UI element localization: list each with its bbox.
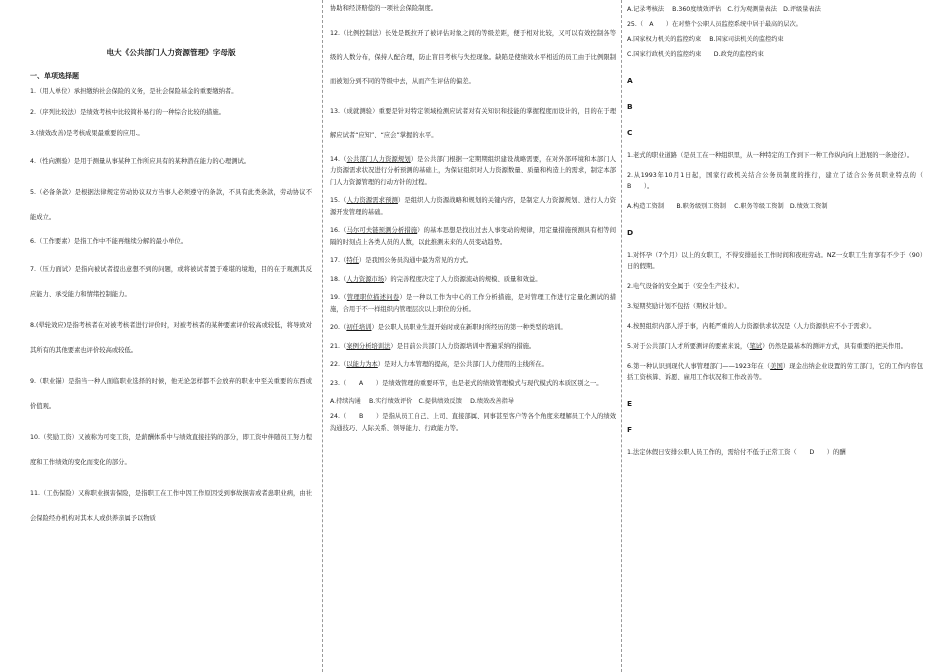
question-text: ）是目前公共部门人力资源培训中普遍采纳的措施。 <box>390 342 536 350</box>
question-item <box>627 341 923 352</box>
answer-term: 公共部门人力资源规划 <box>346 155 411 163</box>
question-item: 9.（职业锚）是指当一种人面临职业选择的时候，他无论怎样都不会放弃的职业中至关重要的东西或价值观。 <box>30 378 312 410</box>
answer-term: 人力资源市场 <box>346 275 385 283</box>
question-item: 2.电气设备的安全属于（安全生产技术）。 <box>627 283 744 290</box>
question-item <box>330 292 616 315</box>
answer-options: 25.（ A ）在对整个公职人员监控系统中居于最高的层次。 <box>627 21 802 28</box>
question-item: 7.（压力面试）是指向被试者提出意想不到的问题，或将被试者置于难堪的境地，目的在于观测其反应能力、承受能力和情绪控制能力。 <box>30 266 312 298</box>
question-text: 19.（ <box>330 294 347 301</box>
question-item: 协助和经济赔偿的一项社会保险制度。 <box>330 5 438 12</box>
question-text: 14.（ <box>330 155 347 163</box>
question-text: 16.（ <box>330 227 347 234</box>
question-item <box>330 154 616 189</box>
question-item: 24.（ B ）是指从员工自己、上司、直接部属、同事甚至客户等各个角度来理解员工个人的绩效沟通技巧、人际关系、领导能力、行政能力等。 <box>330 413 616 432</box>
question-item: 23.（ A ）是绩效管理的重要环节，也是老式的绩效管理模式与现代模式的本质区别之一。 <box>330 379 603 387</box>
column-divider <box>322 0 323 672</box>
answer-term: 笔试 <box>749 343 763 350</box>
answer-term: 初任培训 <box>346 324 372 331</box>
document-title: 电大《公共部门人力资源管理》字母版 <box>106 48 236 57</box>
answer-options: A.持续沟通 B.实行绩效评价 C.提供绩效反馈 D.绩效改善指导 <box>330 398 514 405</box>
column-middle <box>330 0 616 672</box>
answer-term: 以能力为本 <box>346 361 378 368</box>
column-right <box>627 0 936 672</box>
question-text: ）是组织人力资源战略和规划的关键内容，是制定人力资源规划、进行人力资源开发管理的基础。 <box>330 197 617 216</box>
section-heading: 一、单项选择题 <box>30 72 79 80</box>
question-text: ）仍然是最基本的测评方式，具有重要的把关作用。 <box>762 343 907 350</box>
question-item: 5.（必备条款）是根据法律规定劳动协议双方当事人必须遵守的条款，不具有此类条款，劳动协议不能成立。 <box>30 189 312 221</box>
question-item <box>627 361 923 383</box>
question-text: 22.（ <box>330 361 347 368</box>
question-item: 1.法定休假日安排公职人员工作的，需给付不低于正常工资（ D ）的酬 <box>627 449 846 456</box>
question-item: 6.（工作要素）是指工作中不能再继续分解的最小单位。 <box>30 238 188 245</box>
question-text: 18.（ <box>330 275 347 283</box>
question-item: 13.（成就测验）重要是针对特定领域检测应试者对有关知识和技能的掌握程度而设计的，目的在于理解应试者“应知”、“应会”掌握的水平。 <box>330 107 616 139</box>
answer-term: 特任 <box>346 257 359 264</box>
question-item: 4.（性向测验）是用于测量从事某种工作所应具有的某种潜在能力的心理测试。 <box>30 158 251 165</box>
question-text: 21.（ <box>330 342 347 350</box>
question-text: 5.对于公共部门人才所要测评的要素来说，（ <box>627 343 750 350</box>
column-left-body <box>30 86 312 531</box>
question-item <box>330 225 616 248</box>
question-text: ）是一种以工作为中心的工作分析措施，是对管理工作进行定量化测试的措施，合用于不一样组织内管理层次以上职位的分析。 <box>330 294 617 313</box>
column-middle-body <box>330 3 616 434</box>
answer-term: 案例分析培训法 <box>346 342 391 350</box>
question-text: 17.（ <box>330 257 347 264</box>
question-text: ）是公职人员职业生涯开始时或在新职时所经历的第一种类型的培训。 <box>371 324 567 331</box>
answer-term: 管理职位描述问卷 <box>346 294 400 301</box>
question-item <box>330 341 616 353</box>
question-item <box>330 359 616 371</box>
question-item: 11.（工伤保险）又称职业损害保险，是指职工在工作中因工作原因受到事故损害或者患职业病，由社会保险经办机构对其本人或供养亲属予以物质 <box>30 490 312 522</box>
question-item <box>330 322 616 334</box>
column-right-body <box>627 4 936 458</box>
letter-heading: C <box>627 128 633 137</box>
question-text: ）是对人力本管理的提高，是公共部门人力使用的主线所在。 <box>377 361 548 368</box>
letter-heading: D <box>627 228 634 237</box>
answer-term: 人力资源需求预测 <box>346 197 398 204</box>
question-text: ）的基本思想是找出过去人事变动的规律，用定量措施预测具有相等间隔的时刻点上各类人员的人数，以此推测未来的人员变动趋势。 <box>330 227 617 246</box>
answer-options: C.国家行政机关的监控约束 D.政党的监控约束 <box>627 51 764 58</box>
answer-options: A.国家权力机关的监控约束 B.国家司法机关的监控约束 <box>627 36 784 43</box>
question-item: 10.（奖励工资）又被称为可变工资，是薪酬体系中与绩效直接挂钩的部分，即工资中伴随员工努力程度和工作绩效的变化而变化的部分。 <box>30 434 312 466</box>
question-text: 15.（ <box>330 197 347 204</box>
question-item <box>330 255 616 267</box>
answer-term: 美国 <box>770 363 783 370</box>
question-text: ）的完善程度决定了人力资源流动的规模、质量和效益。 <box>384 275 542 283</box>
question-item: 12.（比例控制法）长处是既拉开了被评估对象之间的等级差距，便于相对比较，又可以有效控制各等级的人数分布，保持人配合理，防止盲目考核与失控现象。缺陷是使绩效水平相近的员工由于比例限制而被划分到不同的等级中去，从而产生评估的偏差。 <box>330 29 616 85</box>
question-item <box>330 195 616 218</box>
question-item: 3.短期奖励计划不包括（期权计划）。 <box>627 303 731 310</box>
question-item: 1.对怀孕（7个月）以上的女职工，不得安排延长工作时间和夜班劳动。NZ一女职工生育享有不少于（90）日的假期。 <box>627 252 923 270</box>
column-left <box>30 0 312 672</box>
question-text: ）是我国公务员沟通中最为常见的方式。 <box>358 257 473 264</box>
answer-options: A.构造工资制 B.职务级别工资制 C.职务等级工资制 D.绩效工资制 <box>627 203 828 210</box>
question-item: 1.（用人单位）承担缴纳社会保险的义务，是社会保险基金的重要缴纳者。 <box>30 88 238 95</box>
question-item: 1.老式的职业道路（是员工在一种组织里，从一种特定的工作到下一种工作纵向向上进展的一条途径）。 <box>627 152 914 159</box>
question-item: 3.(绩效改善)是考核成果最重要的应用.。 <box>30 130 144 137</box>
question-text: 20.（ <box>330 324 347 331</box>
answer-term: 马尔可夫链预测分析措施 <box>346 227 418 234</box>
letter-heading: E <box>627 399 633 408</box>
question-text: ）是公共部门根据一定期期组织建设战略需要，在对外部环境和本部门人力资源需求状况进行分析预测的基础上，为保证组织对人力资源数量、质量和构造上的需求，制定本部门人力资源管理的行动方针的过程。 <box>330 155 617 186</box>
letter-heading: F <box>627 425 633 434</box>
question-text: ）现金出纳企业设置的劳工部门，它的工作内容包括工资核算、诉愿、雇用工作状况和工作改善等。 <box>627 363 924 381</box>
question-item: 4.按照组织内部人浮于事，内耗严重的人力资源供求状况是（人力资源供应不小于需求）。 <box>627 323 876 330</box>
column-divider <box>621 0 622 672</box>
answer-options: A.记录考核法 B.360度绩效评估 C.行为观测量表法 D.评级量表法 <box>627 6 821 13</box>
question-item <box>330 274 616 286</box>
question-text: 6.第一种认识到现代人事管理部门——1923年在（ <box>627 363 771 370</box>
question-item: 2.（序列比较法）是绩效考核中比较简朴易行的一种综合比较的措施。 <box>30 109 225 116</box>
letter-heading: B <box>627 102 633 111</box>
question-item: 8.(晕轮效应)是指考核者在对被考核者进行评价时，对被考核者的某种要素评价较高或较低，将导致对其所有的其他要素也评价较高或较低。 <box>30 322 312 354</box>
letter-heading: A <box>627 76 633 85</box>
question-item: 2.从1993年10月1日起，国家行政机关结合公务员制度的推行，建立了适合公务员职业特点的（ B ）。 <box>627 172 936 190</box>
